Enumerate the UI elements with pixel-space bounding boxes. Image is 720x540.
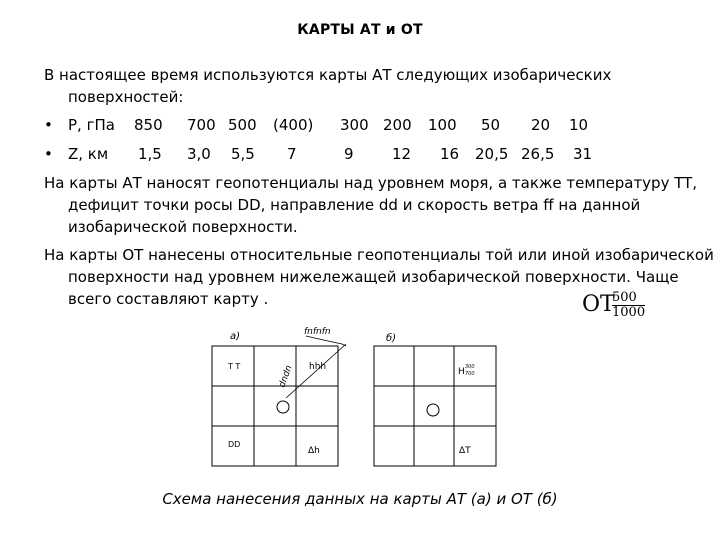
pressure-value: 700 [187,116,216,134]
ot-formula-numerator: 500 [612,290,637,305]
dndn-label: dndn [277,364,295,390]
height-value: 9 [344,145,354,163]
height-value: 5,5 [231,145,255,163]
pressure-value: 300 [340,116,369,134]
ot-paragraph: На карты ОТ нанесены относительные геопотенциалы той или иной изобарической поверхности над уровнем нижележащей изобарической поверхности. Чаще всего составляют карту . [44,246,714,308]
wind-line [286,344,346,398]
pressure-value: 850 [134,116,163,134]
ot-formula-base: ОТ [582,292,615,317]
bullet-icon: • [44,116,53,134]
height-value: 12 [392,145,412,163]
ot-formula-fraction [612,291,645,320]
height-value: 3,0 [187,145,211,163]
height-label: Z, км [68,145,109,163]
pressure-value: 20 [531,116,551,134]
intro-paragraph: В настоящее время используются карты АТ следующих изобарических поверхностей: [44,66,612,106]
pressure-value: 10 [569,116,589,134]
label-a: а) [230,331,241,342]
pressure-value: 200 [383,116,412,134]
h-superscript: 300 [465,364,475,370]
pressure-label: P, гПа [68,116,115,134]
pressure-value: 50 [481,116,501,134]
fnfnfn-leader-line [306,336,346,346]
dh-label: Δh [308,446,320,456]
fnfnfn-label: fnfnfn [304,327,331,337]
figure-caption: Схема нанесения данных на карты АТ (а) и ОТ (б) [162,490,558,508]
dd-label: DD [228,440,241,449]
pressure-value: 500 [228,116,257,134]
label-b: б) [386,333,397,344]
at-paragraph: На карты АТ наносят геопотенциалы над уровнем моря, а также температуру TT, дефицит точки росы DD, направление dd и скорость ветра ff на данной изобарической поверхности. [44,174,698,236]
pressure-value: 100 [428,116,457,134]
height-value: 7 [287,145,297,163]
height-value: 1,5 [138,145,162,163]
bullet-icon: • [44,145,53,163]
pressure-value: (400) [273,116,314,134]
hhh-label: hhh [309,362,327,372]
data-plotting-diagram [208,322,508,472]
ot-formula-denominator: 1000 [612,305,646,320]
height-value: 26,5 [521,145,555,163]
station-circle-a [277,401,289,413]
ot-formula [582,290,646,320]
station-circle-b [427,404,439,416]
height-value: 20,5 [475,145,509,163]
page-title: КАРТЫ АТ и ОТ [297,22,423,38]
h-subscript: 700 [465,371,475,377]
dt-label: ΔT [459,446,471,456]
h-label: H [458,367,465,377]
tt-label: T T [228,362,241,371]
height-value: 16 [440,145,460,163]
height-value: 31 [573,145,593,163]
